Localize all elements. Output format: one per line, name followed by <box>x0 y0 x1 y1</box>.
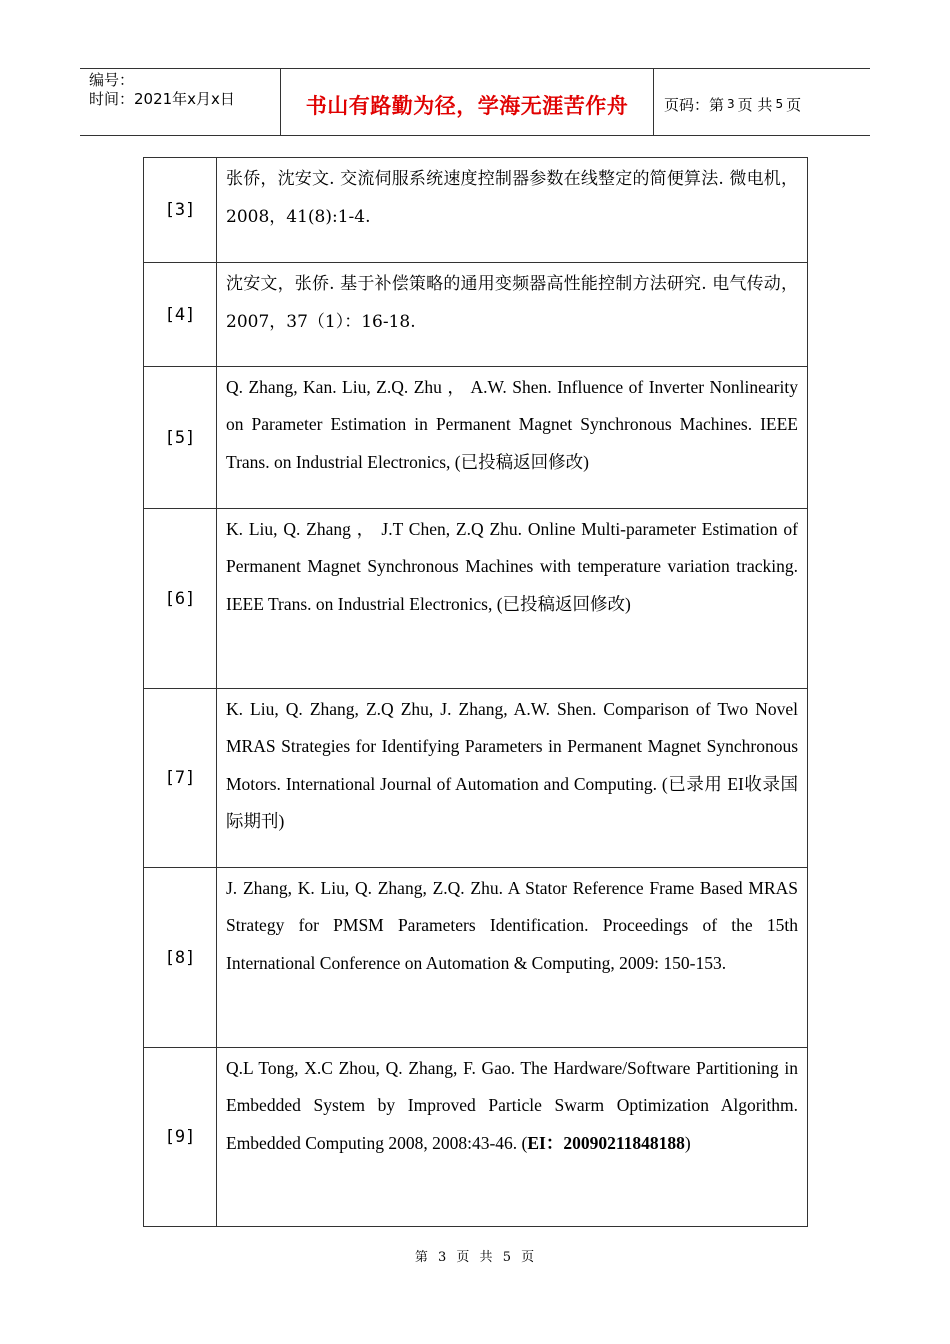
reference-index: [8] <box>144 868 217 1048</box>
page-suffix: 页 <box>786 95 802 114</box>
reference-text: 张侨，沈安文. 交流伺服系统速度控制器参数在线整定的简便算法. 微电机，2008，41(8):1-4. <box>217 158 808 263</box>
reference-index: [3] <box>144 158 217 263</box>
document-number-label: 编号： <box>89 71 135 89</box>
reference-index: [4] <box>144 263 217 367</box>
table-row <box>144 868 808 1048</box>
reference-text: K. Liu, Q. Zhang ， J.T Chen, Z.Q Zhu. Online Multi-parameter Estimation of Permanent Magnet Synchronous Machines with temperature variation tracking. IEEE Trans. on Industrial Electronics, (已投稿返回修改) <box>217 509 808 689</box>
reference-index: [5] <box>144 367 217 509</box>
reference-text-end: ) <box>684 1132 691 1153</box>
table-row <box>144 158 808 263</box>
reference-text-main: Q.L Tong, X.C Zhou, Q. Zhang, F. Gao. The Hardware/Software Partitioning in Embedded System by Improved Particle Swarm Optimization Algorithm. Embedded Computing 2008, 2008:43-46. ( <box>226 1058 798 1153</box>
header-page-indicator <box>654 69 870 135</box>
page-mid: 页 共 <box>737 95 773 114</box>
table-row <box>144 263 808 367</box>
header-meta <box>80 69 281 135</box>
reference-text: K. Liu, Q. Zhang, Z.Q Zhu, J. Zhang, A.W. Shen. Comparison of Two Novel MRAS Strategies for Identifying Parameters in Permanent Magnet Synchronous Motors. International Journal of Automation and Computing. (已录用 EI收录国际期刊) <box>217 689 808 868</box>
reference-text: Q. Zhang, Kan. Liu, Z.Q. Zhu ， A.W. Shen. Influence of Inverter Nonlinearity on Parameter Estimation in Permanent Magnet Synchronous Machines. IEEE Trans. on Industrial Electronics, (已投稿返回修改) <box>217 367 808 509</box>
header-motto: 书山有路勤为径，学海无涯苦作舟 <box>281 69 654 135</box>
table-row <box>144 367 808 509</box>
reference-index: [7] <box>144 689 217 868</box>
table-row <box>144 1048 808 1227</box>
reference-ei-number: EI：20090211848188 <box>527 1132 685 1153</box>
page-current: 3 <box>727 97 735 111</box>
reference-index: [6] <box>144 509 217 689</box>
reference-text <box>217 1048 808 1227</box>
document-time-label: 时间：2021年x月x日 <box>89 90 235 108</box>
reference-index: [9] <box>144 1048 217 1227</box>
page-total: 5 <box>775 97 784 111</box>
table-row <box>144 689 808 868</box>
page-header <box>80 68 870 136</box>
reference-text: 沈安文，张侨. 基于补偿策略的通用变频器高性能控制方法研究. 电气传动，2007，37（1）：16-18. <box>217 263 808 367</box>
reference-text: J. Zhang, K. Liu, Q. Zhang, Z.Q. Zhu. A Stator Reference Frame Based MRAS Strategy for PMSM Parameters Identification. Proceedings of the 15th International Conference on Automation & Computing, 2009: 150-153. <box>217 868 808 1048</box>
page-prefix: 页码：第 <box>664 95 725 114</box>
references-table <box>143 157 808 1227</box>
page-footer: 第 3 页 共 5 页 <box>414 1250 536 1265</box>
table-row <box>144 509 808 689</box>
